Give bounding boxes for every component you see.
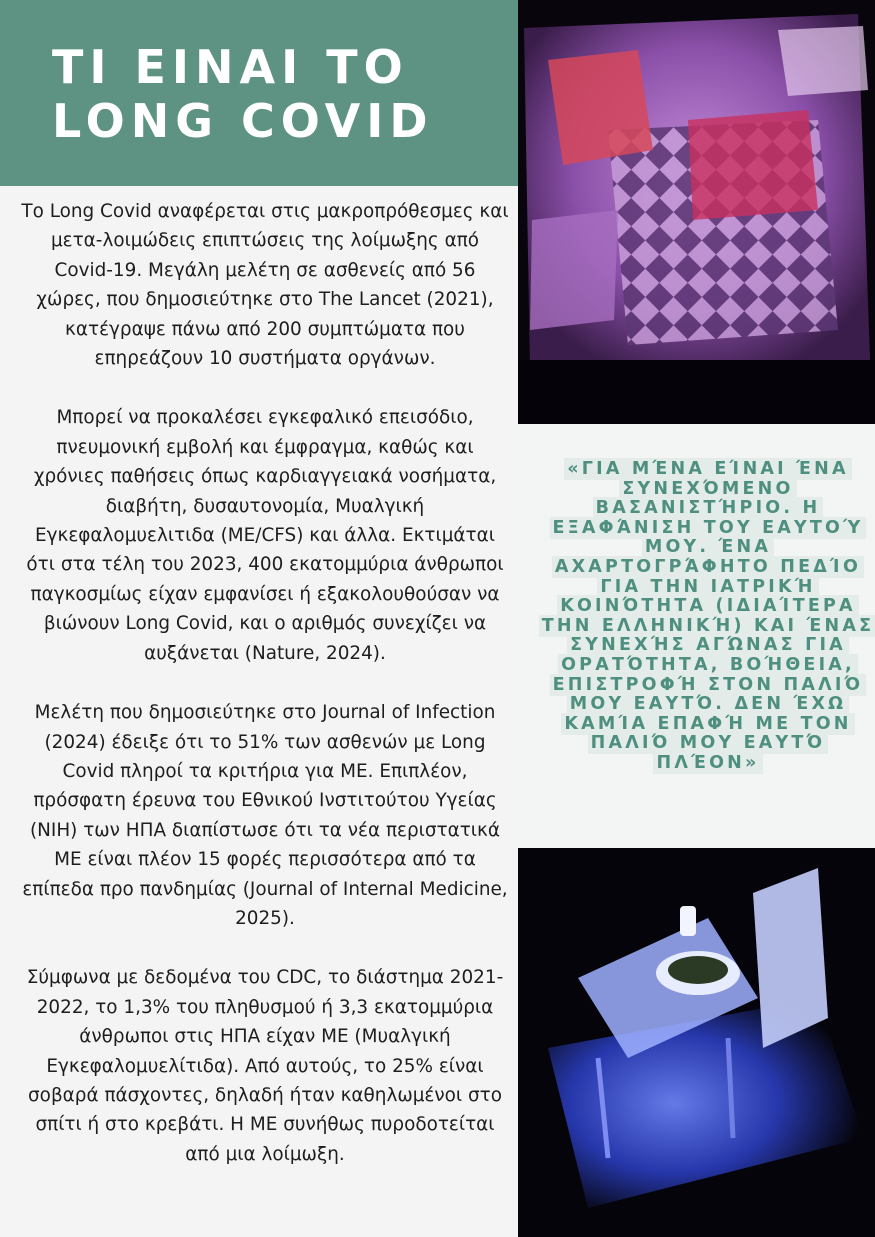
title-line-1: ΤΙ ΕΙΝΑΙ ΤΟ	[52, 40, 409, 94]
room-diorama-image	[518, 0, 875, 424]
page-title	[52, 40, 434, 148]
table-diorama-image	[518, 848, 875, 1237]
paragraph-me-study: Μελέτη που δημοσιεύτηκε στο Journal of Infection (2024) έδειξε ότι το 51% των ασθενών με Long Covid πληροί τα κριτήρια για ΜΕ. Επιπλέον, πρόσφατη έρευνα του Εθνικού Ινστιτούτου Υγείας (NIH) των ΗΠΑ διαπίστωσε ότι τα νέα περιστατικά ΜΕ είναι πλέον 15 φορές περισσότερα από τα επίπεδα προ πανδημίας (Journal of Internal Medicine, 2025).	[22, 702, 508, 929]
right-column	[518, 0, 875, 1237]
room-diorama-photo	[518, 0, 875, 424]
paragraph-complications: Μπορεί να προκαλέσει εγκεφαλικό επεισόδιο, πνευμονική εμβολή και έμφραγμα, καθώς και χρόνιες παθήσεις όπως καρδιαγγειακά νοσήματα, διαβήτη, δυσαυτονομία, Μυαλγική Εγκεφαλομυελιτιδα (ΜΕ/CFS) και άλλα. Εκτιμάται ότι στα τέλη του 2023, 400 εκατομμύρια άνθρωποι παγκοσμίως είχαν εμφανίσει ή εξακολουθούσαν να βιώνουν Long Covid, και ο αριθμός συνεχίζει να αυξάνεται (Nature, 2024).	[26, 407, 504, 664]
pull-quote	[538, 460, 875, 774]
table-diorama-photo	[518, 848, 875, 1237]
paragraph-cdc-data: Σύμφωνα με δεδομένα του CDC, το διάστημα 2021-2022, το 1,3% του πληθυσμού ή 3,3 εκατομμύρια άνθρωποι στις ΗΠΑ είχαν ΜΕ (Μυαλγική Εγκεφαλομυελίτιδα). Από αυτούς, το 25% είναι σοβαρά πάσχοντες, δηλαδή ήταν καθηλωμένοι στο σπίτι ή στο κρεβάτι. Η ΜΕ συνήθως πυροδοτείται από μια λοίμωξη.	[26, 967, 504, 1165]
article-body	[20, 197, 510, 1199]
title-line-2: LONG COVID	[52, 94, 434, 148]
pull-quote-text: «ΓΙΑ ΜΈΝΑ ΕΊΝΑΙ ΈΝΑ ΣΥΝΕΧΌΜΕΝΟ ΒΑΣΑΝΙΣΤΉΡΙΟ. Η ΕΞΑΦΆΝΙΣΗ ΤΟΥ ΕΑΥΤΟΎ ΜΟΥ. ΈΝΑ ΑΧΑΡΤΟΓΡΆΦΗΤΟ ΠΕΔΊΟ ΓΙΑ ΤΗΝ ΙΑΤΡΙΚΉ ΚΟΙΝΌΤΗΤΑ (ΙΔΙΑΊΤΕΡΑ ΤΗΝ ΕΛΛΗΝΙΚΉ) ΚΑΙ ΈΝΑΣ ΣΥΝΕΧΉΣ ΑΓΏΝΑΣ ΓΙΑ ΟΡΑΤΌΤΗΤΑ, ΒΟΉΘΕΙΑ, ΕΠΙΣΤΡΟΦΉ ΣΤΟΝ ΠΑΛΙΌ ΜΟΥ ΕΑΥΤΌ. ΔΕΝ ΈΧΩ ΚΑΜΊΑ ΕΠΑΦΉ ΜΕ ΤΟΝ ΠΑΛΙΌ ΜΟΥ ΕΑΥΤΌ ΠΛΈΟΝ»	[539, 458, 875, 774]
paragraph-intro: Το Long Covid αναφέρεται στις μακροπρόθεσμες και μετα-λοιμώδεις επιπτώσεις της λοίμωξης από Covid-19. Μεγάλη μελέτη σε ασθενείς από 56 χώρες, που δημοσιεύτηκε στο The Lancet (2021), κατέγραψε πάνω από 200 συμπτώματα που επηρεάζουν 10 συστήματα οργάνων.	[21, 201, 509, 370]
title-band	[0, 0, 518, 186]
